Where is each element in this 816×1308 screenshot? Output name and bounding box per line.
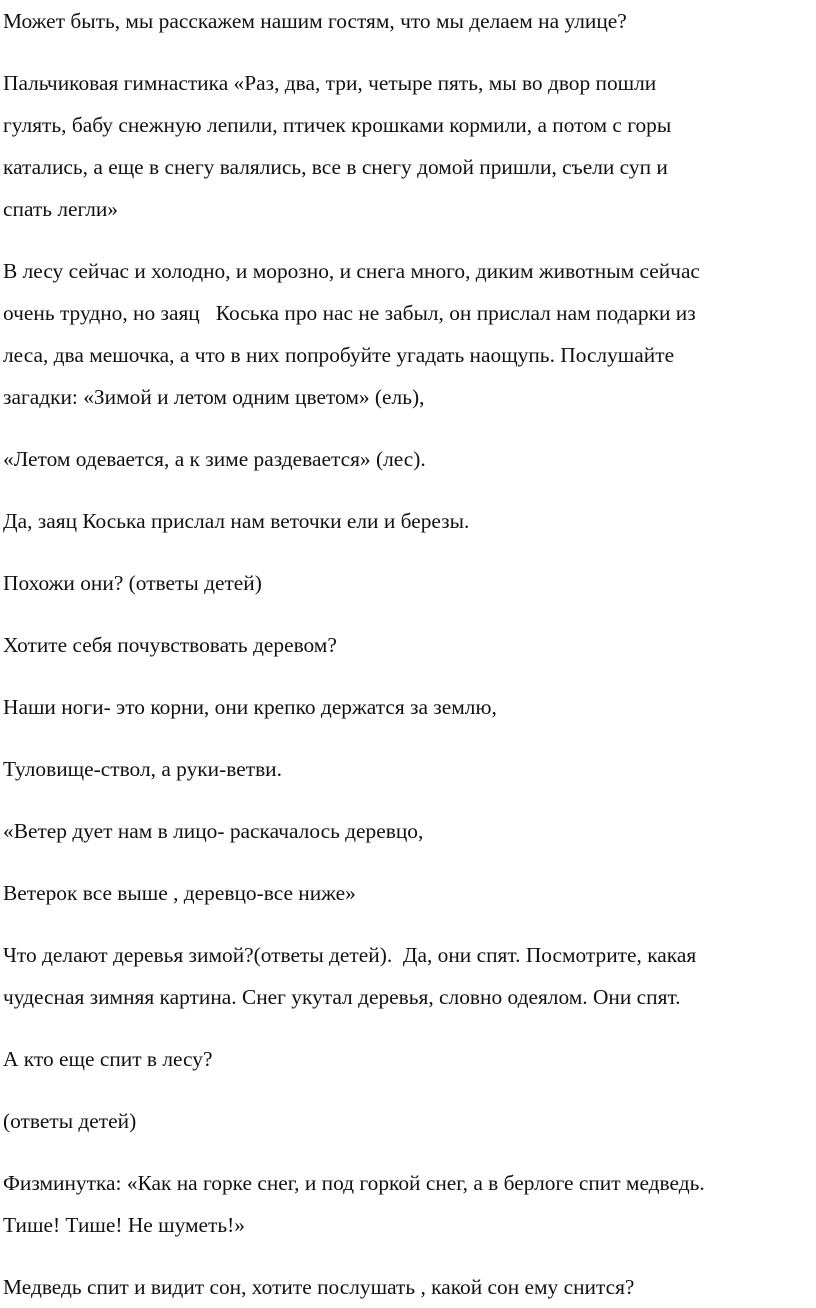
- paragraph-children-answers: [3, 1100, 810, 1142]
- text-line: очень трудно, но заяц Коська про нас не забыл, он прислал нам подарки из: [3, 301, 696, 325]
- text-line: Медведь спит и видит сон, хотите послушать , какой сон ему снится?: [3, 1275, 635, 1299]
- text-line: Похожи они? (ответы детей): [3, 571, 262, 595]
- text-line: (ответы детей): [3, 1109, 137, 1133]
- paragraph-intro-question: [3, 0, 810, 42]
- text-line: Хотите себя почувствовать деревом?: [3, 633, 337, 657]
- paragraph-who-sleeps: [3, 1038, 810, 1080]
- paragraph-bear-dream: [3, 1266, 810, 1308]
- text-line: «Ветер дует нам в лицо- раскачалось деревцо,: [3, 819, 424, 843]
- paragraph-finger-gymnastics: [3, 62, 810, 230]
- paragraph-forest-gifts: [3, 250, 810, 418]
- text-line: загадки: «Зимой и летом одним цветом» (ель),: [3, 385, 425, 409]
- paragraph-wind-rhyme: [3, 810, 810, 852]
- paragraph-similar-question: [3, 562, 810, 604]
- paragraph-feel-like-tree: [3, 624, 810, 666]
- text-line: В лесу сейчас и холодно, и морозно, и снега много, диким животным сейчас: [3, 259, 700, 283]
- text-line: Пальчиковая гимнастика «Раз, два, три, четыре пять, мы во двор пошли: [3, 71, 657, 95]
- text-line: Что делают деревья зимой?(ответы детей). Да, они спят. Посмотрите, какая: [3, 943, 697, 967]
- paragraph-hare-branches: [3, 500, 810, 542]
- paragraph-trunk-branches: [3, 748, 810, 790]
- text-line: Ветерок все выше , деревцо-все ниже»: [3, 881, 356, 905]
- text-line: «Летом одевается, а к зиме раздевается» (лес).: [3, 447, 426, 471]
- text-line: Может быть, мы расскажем нашим гостям, что мы делаем на улице?: [3, 9, 627, 33]
- text-line: Тише! Тише! Не шуметь!»: [3, 1213, 245, 1237]
- paragraph-breeze-rhyme: [3, 872, 810, 914]
- text-line: леса, два мешочка, а что в них попробуйте угадать наощупь. Послушайте: [3, 343, 675, 367]
- paragraph-physical-minute: [3, 1162, 810, 1246]
- text-line: Наши ноги- это корни, они крепко держатся за землю,: [3, 695, 497, 719]
- paragraph-legs-roots: [3, 686, 810, 728]
- text-line: спать легли»: [3, 197, 119, 221]
- text-line: А кто еще спит в лесу?: [3, 1047, 213, 1071]
- text-line: Да, заяц Коська прислал нам веточки ели и березы.: [3, 509, 470, 533]
- text-line: Туловище-ствол, а руки-ветви.: [3, 757, 282, 781]
- paragraph-trees-winter: [3, 934, 810, 1018]
- text-line: гулять, бабу снежную лепили, птичек крошками кормили, а потом с горы: [3, 113, 672, 137]
- text-line: катались, а еще в снегу валялись, все в снегу домой пришли, съели суп и: [3, 155, 668, 179]
- text-line: Физминутка: «Как на горке снег, и под горкой снег, а в берлоге спит медведь.: [3, 1171, 705, 1195]
- paragraph-riddle-forest: [3, 438, 810, 480]
- text-line: чудесная зимняя картина. Снег укутал деревья, словно одеялом. Они спят.: [3, 985, 681, 1009]
